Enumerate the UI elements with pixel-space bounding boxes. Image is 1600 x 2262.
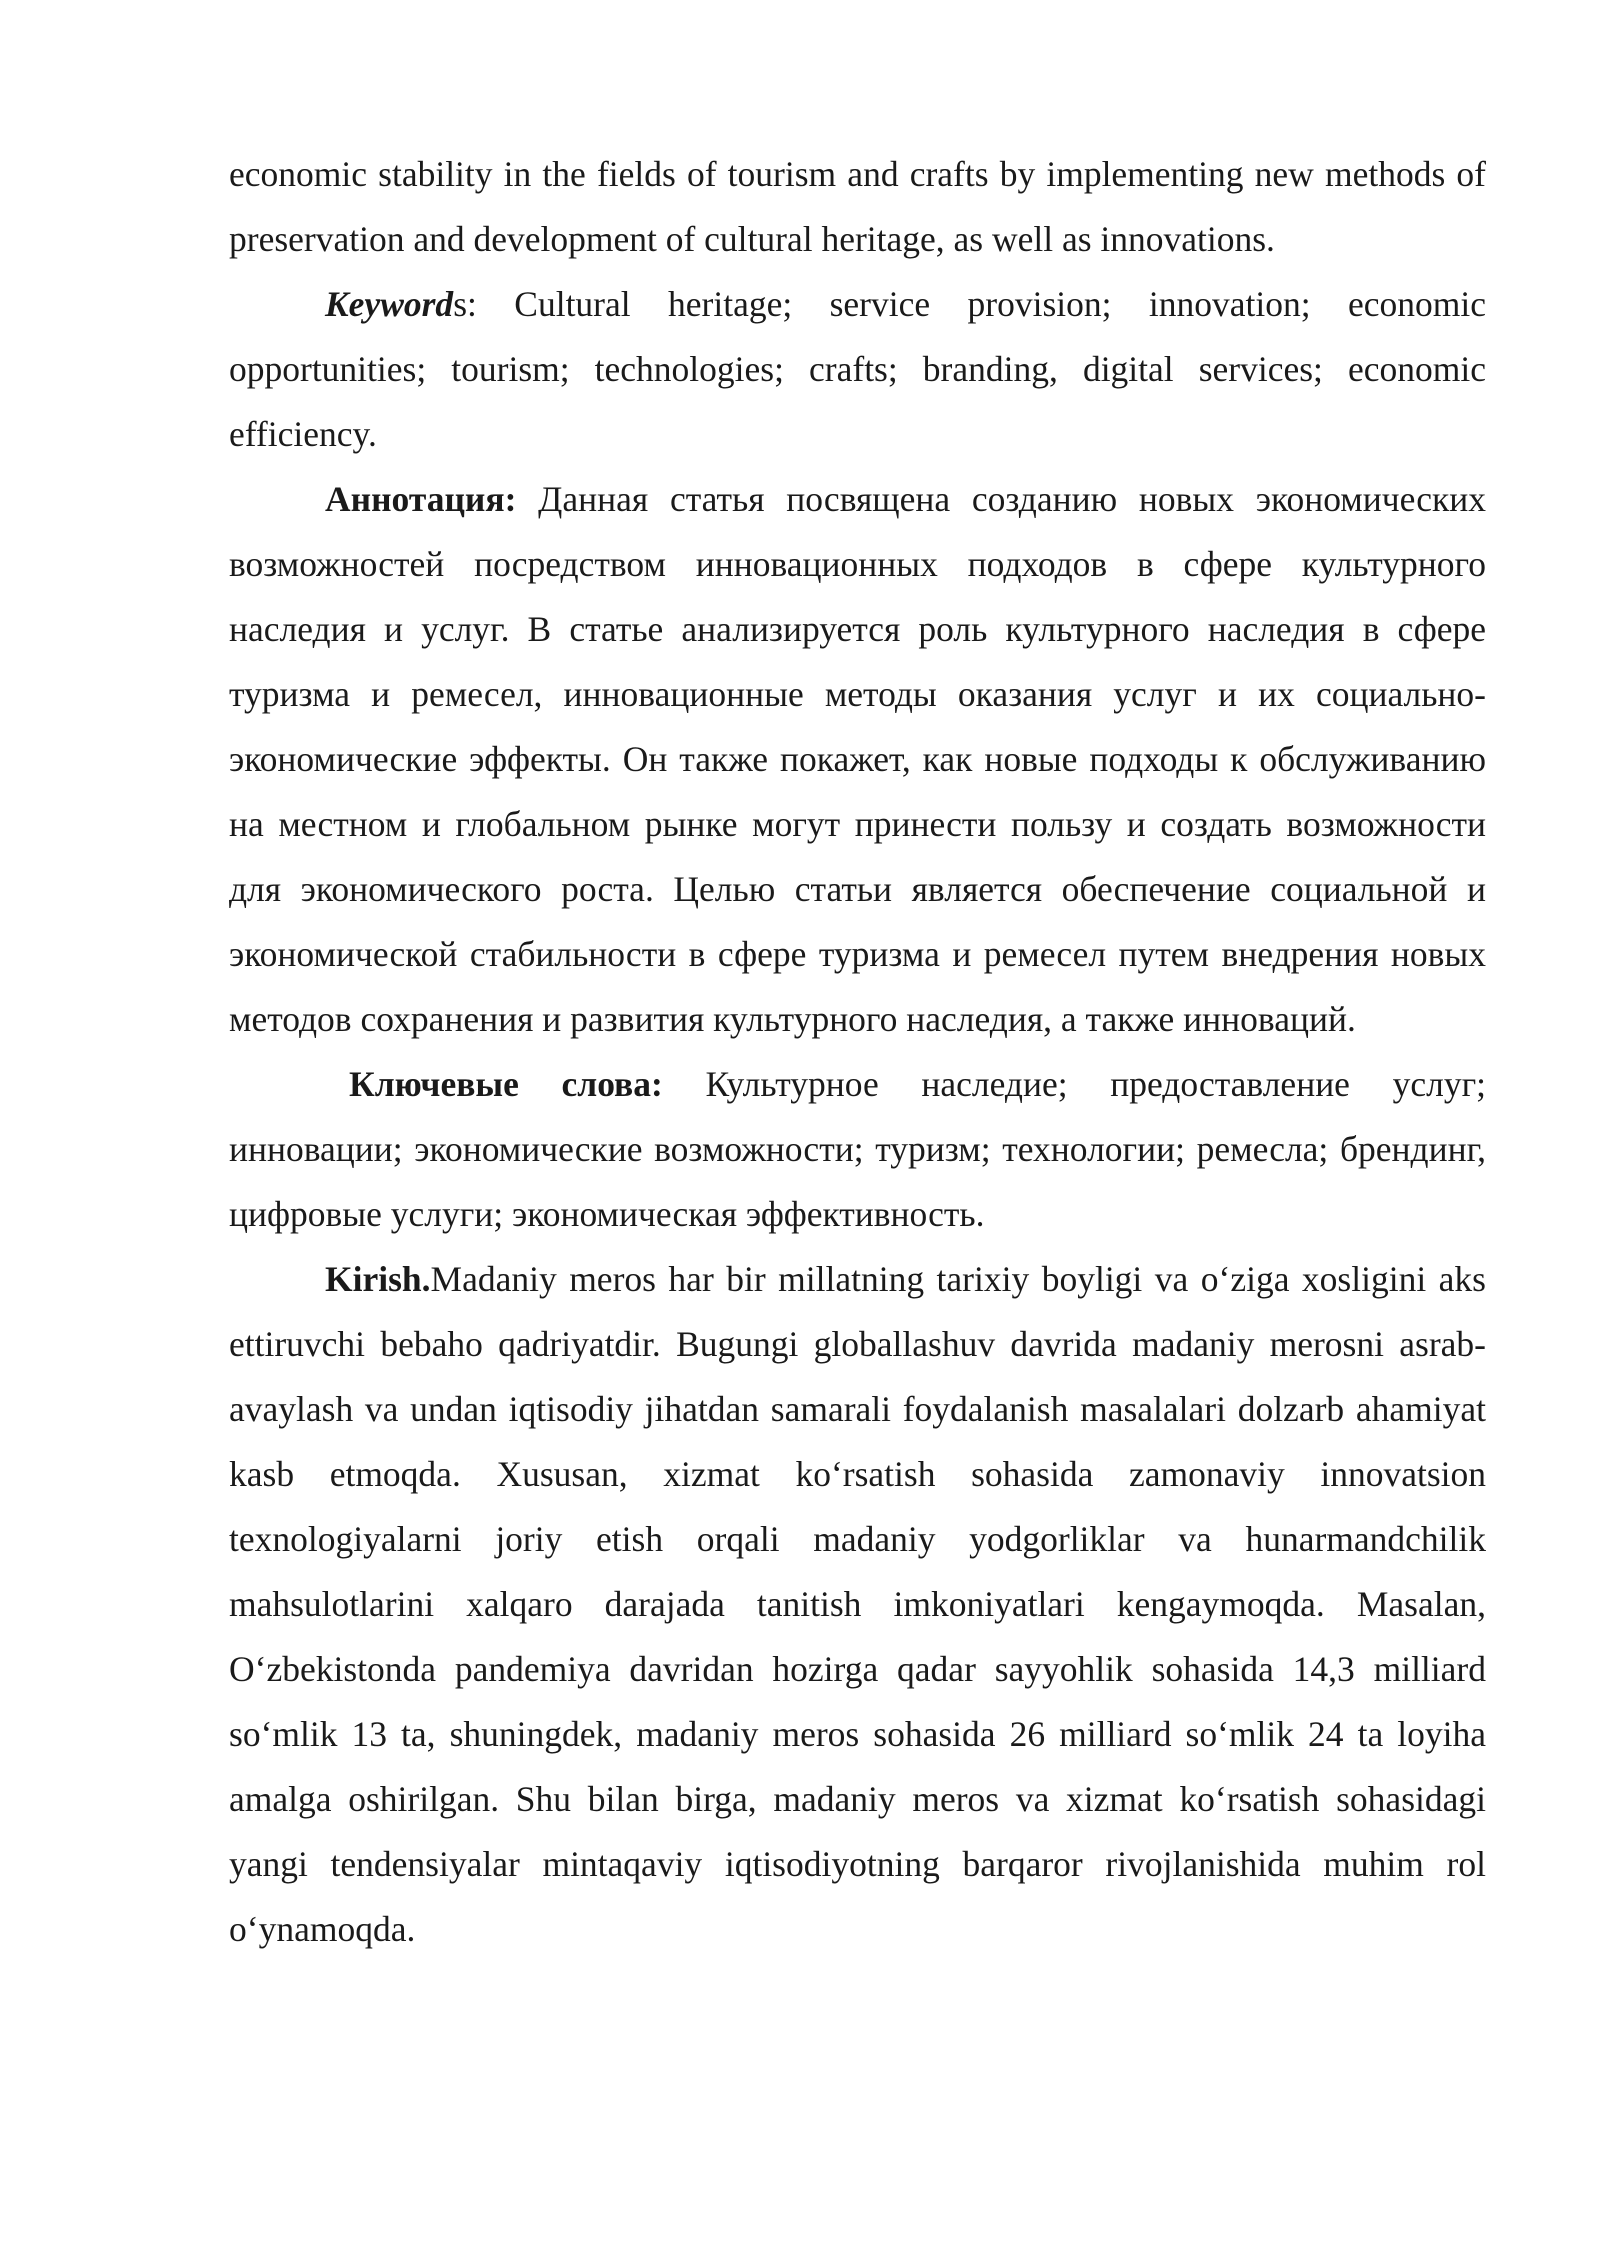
kirish-paragraph [229, 1247, 1486, 1962]
annotation-ru-text: Данная статья посвящена созданию новых экономических возможностей посредством инновационных подходов в сфере культурного наследия и услуг. В статье анализируется роль культурного наследия в сфере туризма и ремесел, инновационные методы оказания услуг и их социально-экономические эффекты. Он также покажет, как новые подходы к обслуживанию на местном и глобальном рынке могут принести пользу и создать возможности для экономического роста. Целью статьи является обеспечение социальной и экономической стабильности в сфере туризма и ремесел путем внедрения новых методов сохранения и развития культурного наследия, а также инноваций. [229, 479, 1486, 1039]
keywords-en-label-suffix: s: [453, 284, 477, 324]
document-page [229, 142, 1486, 1962]
kirish-label: Kirish. [325, 1259, 431, 1299]
keywords-ru-paragraph [229, 1052, 1486, 1247]
keywords-ru-text: Культурное наследие; предоставление услуг; инновации; экономические возможности; туризм; технологии; ремесла; брендинг, цифровые услуги; экономическая эффективность. [229, 1064, 1487, 1234]
annotation-ru-label: Аннотация: [325, 479, 517, 519]
annotation-ru-paragraph [229, 467, 1486, 1052]
kirish-text: Madaniy meros har bir millatning tarixiy boyligi va o‘ziga xosligini aks ettiruvchi bebaho qadriyatdir. Bugungi globallashuv davrida madaniy merosni asrab-avaylash va undan iqtisodiy jihatdan samarali foydalanish masalalari dolzarb ahamiyat kasb etmoqda. Xususan, xizmat ko‘rsatish sohasida zamonaviy innovatsion texnologiyalarni joriy etish orqali madaniy yodgorliklar va hunarmandchilik mahsulotlarini xalqaro darajada tanitish imkoniyatlari kengaymoqda. Masalan, O‘zbekistonda pandemiya davridan hozirga qadar sayyohlik sohasida 14,3 milliard so‘mlik 13 ta, shuningdek, madaniy meros sohasida 26 milliard so‘mlik 24 ta loyiha amalga oshirilgan. Shu bilan birga, madaniy meros va xizmat ko‘rsatish sohasidagi yangi tendensiyalar mintaqaviy iqtisodiyotning barqaror rivojlanishida muhim rol o‘ynamoqda. [229, 1259, 1486, 1949]
abstract-en-tail: economic stability in the fields of tourism and crafts by implementing new methods of preservation and development of cultural heritage, as well as innovations. [229, 154, 1486, 259]
keywords-en-label: Keyword [325, 284, 454, 324]
keywords-en-text: Cultural heritage; service provision; innovation; economic opportunities; tourism; technologies; crafts; branding, digital services; economic efficiency. [229, 284, 1486, 454]
keywords-en-paragraph [229, 272, 1486, 467]
keywords-ru-label: Ключевые слова: [349, 1064, 663, 1104]
